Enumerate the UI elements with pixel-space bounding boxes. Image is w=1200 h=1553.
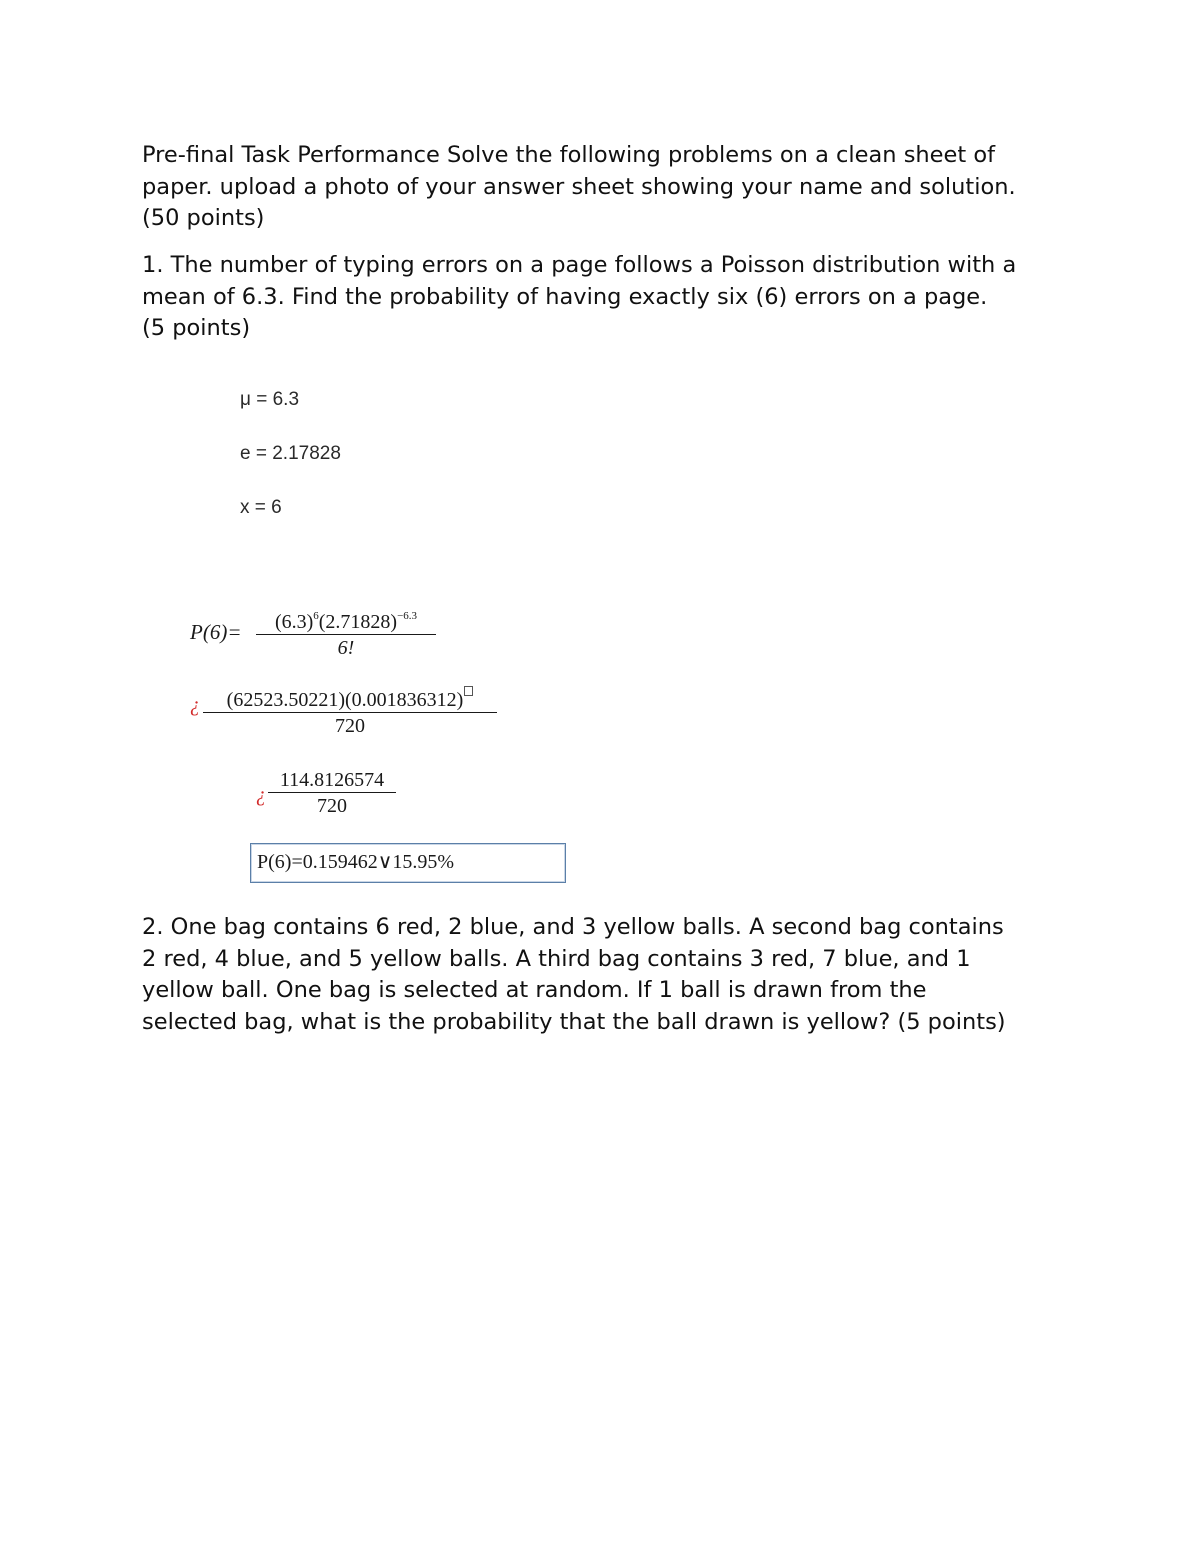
given-e: e = 2.17828 (240, 443, 341, 464)
given-mu: μ = 6.3 (240, 389, 300, 410)
problem-1-line: (5 points) (142, 315, 251, 341)
step-2-denominator: 720 (335, 715, 365, 737)
formula-base-2: (2.71828) (318, 611, 398, 633)
final-answer-text: P(6)=0.159462∨15.95% (257, 851, 455, 873)
placeholder-box-icon (464, 686, 473, 696)
instructions-line: (50 points) (142, 205, 265, 231)
formula-lhs-text: P(6)= (190, 620, 242, 644)
formula-numerator (256, 604, 436, 634)
formula-denominator: 6! (337, 637, 355, 659)
instructions-line: paper. upload a photo of your answer sheet showing your name and solution. (142, 173, 1016, 200)
formula-lhs (190, 620, 242, 645)
instructions-line: Pre-final Task Performance Solve the following problems on a clean sheet of (142, 142, 996, 168)
problem-2-line: 2 red, 4 blue, and 5 yellow balls. A third bag contains 3 red, 7 blue, and 1 (142, 945, 971, 972)
step-3-fraction (268, 768, 396, 819)
given-x: x = 6 (240, 497, 282, 518)
step-3-denominator: 720 (317, 795, 347, 817)
problem-1-line: 1. The number of typing errors on a page follows a Poisson distribution with a (142, 252, 1017, 278)
step-2-numerator (203, 686, 497, 712)
problem-2-line: 2. One bag contains 6 red, 2 blue, and 3 yellow balls. A second bag contains (142, 914, 1004, 940)
step-2-factor-b: (0.001836312) (345, 689, 464, 711)
step-2-prefix: ¿ (190, 694, 200, 716)
problem-2-line: selected bag, what is the probability that the ball drawn is yellow? (5 points) (142, 1008, 1006, 1035)
final-answer-box (250, 843, 566, 883)
problem-1-paragraph (142, 250, 1082, 345)
step-3-numerator: 114.8126574 (279, 769, 385, 791)
formula-fraction (256, 604, 436, 661)
step-2-factor-a: (62523.50221) (226, 689, 345, 711)
instructions-paragraph (142, 140, 1082, 235)
problem-2-line: yellow ball. One bag is selected at random. If 1 ball is drawn from the (142, 977, 927, 1003)
step-3-prefix: ¿ (256, 784, 266, 806)
problem-1-line: mean of 6.3. Find the probability of having exactly six (6) errors on a page. (142, 283, 988, 310)
problem-2-paragraph (142, 912, 1082, 1038)
step-2-fraction (203, 686, 497, 739)
formula-exp-2: −6.3 (397, 610, 418, 622)
formula-base-1: (6.3) (274, 611, 314, 633)
formula-exp-1: 6 (313, 610, 319, 622)
